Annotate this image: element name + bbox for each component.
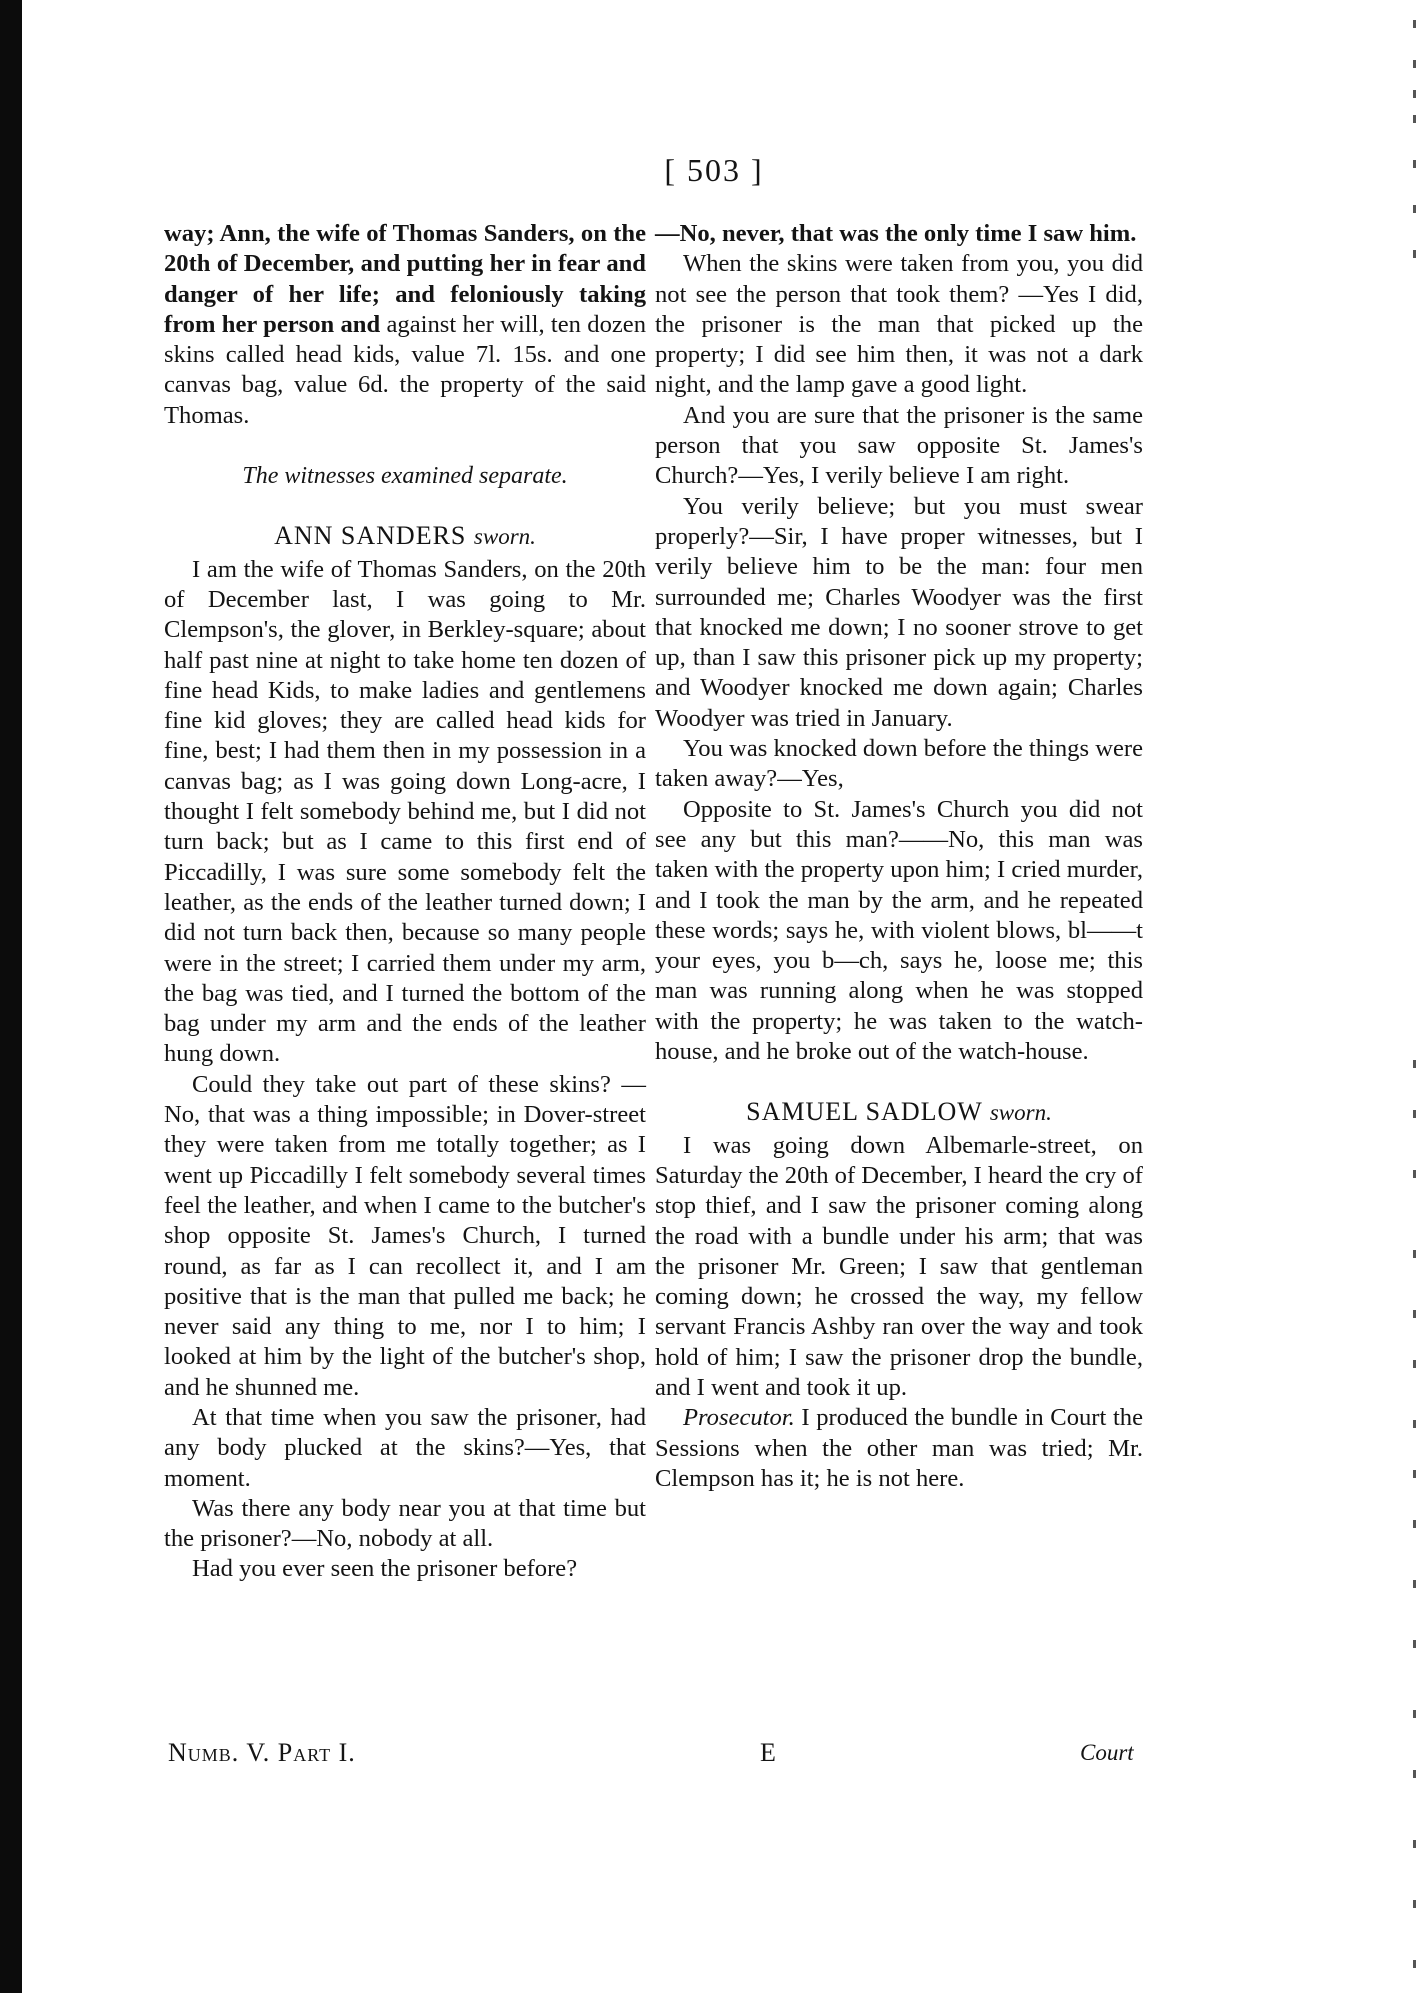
edge-speck	[1413, 1900, 1416, 1908]
edge-speck	[1413, 1840, 1416, 1848]
testimony-paragraph: Opposite to St. James's Church you did not see any but this man?——No, this man was taken with the property upon him; I cried murder, and I took the man by the arm, and he repeated these words; says he, with violent blows, bl——t your eyes, you b—ch, says he, loose me; this man was running along when he was stopped with the property; he was taken to the watch-house, and he broke out of the watch-house.	[655, 795, 1143, 1066]
edge-speck	[1413, 1110, 1416, 1118]
section-heading: The witnesses examined separate.	[242, 463, 568, 490]
testimony-paragraph: And you are sure that the prisoner is the same person that you saw opposite St. James's Church?—Yes, I verily believe I am right.	[655, 401, 1143, 490]
sworn-label: sworn.	[989, 1100, 1052, 1126]
left-column	[164, 219, 646, 1585]
page-edge-marks	[1402, 20, 1416, 1980]
page-number: [ 503 ]	[664, 152, 764, 188]
prosecutor-label: Prosecutor.	[683, 1404, 795, 1432]
edge-speck	[1413, 1420, 1416, 1428]
edge-speck	[1413, 1470, 1416, 1478]
testimony-continuation	[655, 219, 1143, 249]
sworn-label: sworn.	[473, 524, 536, 550]
witness-name: SAMUEL SADLOW	[746, 1097, 983, 1127]
testimony-paragraph: When the skins were taken from you, you did not see the person that took them? —Yes I did, the prisoner is the man that picked up the property; I did see him then, it was not a dark night, and the lamp gave a good light.	[655, 250, 1143, 399]
edge-speck	[1413, 90, 1416, 98]
edge-speck	[1413, 1580, 1416, 1588]
witness-heading-samuel-sadlow	[655, 1097, 1143, 1128]
testimony-paragraph: You was knocked down before the things were taken away?—Yes,	[655, 735, 1143, 793]
witness-heading-ann-sanders	[164, 521, 646, 552]
testimony-paragraph: I was going down Albemarle-street, on Saturday the 20th of December, I heard the cry of stop thief, and I saw the prisoner coming along the road with a bundle under his arm; that was the prisoner Mr. Green; I saw that gentleman coming down; he crossed the way, my fellow servant Francis Ashby ran over the way and took hold of him; I saw the prisoner drop the bundle, and I went and took it up.	[655, 1131, 1143, 1401]
edge-speck	[1413, 205, 1416, 213]
prosecutor-paragraph	[655, 1403, 1143, 1494]
edge-speck	[1413, 1170, 1416, 1178]
edge-speck	[1413, 1770, 1416, 1778]
indictment-bold-text: way; Ann, the wife of Thomas Sanders, on the 20th of December, and putting her in fear and danger of her life; and feloniously taking from her person and	[164, 220, 646, 338]
edge-speck	[1413, 1360, 1416, 1368]
testimony-paragraph: Could they take out part of these skins? —No, that was a thing impossible; in Dover-street they were taken from me totally together; as I went up Piccadilly I felt somebody several times feel the leather, and when I came to the butcher's shop opposite St. James's Church, I turned round, as far as I can recollect it, and I am positive that is the man that pulled me back; he never said any thing to me, nor I to him; I looked at him by the light of the butcher's shop, and he shunned me.	[164, 1070, 646, 1401]
edge-speck	[1413, 60, 1416, 68]
edge-speck	[1413, 20, 1416, 28]
testimony-paragraph: Was there any body near you at that time but the prisoner?—No, nobody at all.	[164, 1494, 646, 1553]
testimony-paragraph: You verily believe; but you must swear properly?—Sir, I have proper witnesses, but I verily believe him to be the man: four men surrounded me; Charles Woodyer was the first that knocked me down; I no sooner strove to get up, than I saw this prisoner pick up my property; and Woodyer knocked me down again; Charles Woodyer was tried in January.	[655, 492, 1143, 732]
testimony-paragraph: I am the wife of Thomas Sanders, on the 20th of December last, I was going to Mr. Clempson's, the glover, in Berkley-square; about half past nine at night to take home ten dozen of fine head Kids, to make ladies and gentlemens fine kid gloves; they are called head kids for fine, best; I had them then in my possession in a canvas bag; as I was going down Long-acre, I thought I felt somebody behind me, but I did not turn back; but as I came to this first end of Piccadilly, I was sure some somebody felt the leather, as the ends of the leather turned down; I did not turn back then, because so many people were in the street; I carried them under my arm, the bag was tied, and I turned the bottom of the bag under my arm and the ends of the leather hung down.	[164, 555, 646, 1068]
catchword: Court	[1080, 1740, 1134, 1765]
edge-speck	[1413, 1520, 1416, 1528]
testimony-paragraph: Had you ever seen the prisoner before?	[192, 1555, 578, 1583]
prosecutor-text: I produced the bundle in Court the Sessions when the other man was tried; Mr. Clempson has it; he is not here.	[655, 1404, 1143, 1492]
indictment-paragraph	[164, 219, 646, 431]
binding-shadow	[0, 0, 22, 1993]
right-column	[655, 219, 1143, 1494]
edge-speck	[1413, 250, 1416, 258]
edge-speck	[1413, 115, 1416, 123]
edge-speck	[1413, 1710, 1416, 1718]
witness-name: ANN SANDERS	[274, 521, 467, 551]
signature-mark: Numb. V. Part I.	[168, 1738, 356, 1767]
signature-letter: E	[760, 1738, 776, 1767]
edge-speck	[1413, 1310, 1416, 1318]
continuation-bold-text: —No, never, that was the only time I saw him.	[655, 220, 1137, 247]
testimony-paragraph: At that time when you saw the prisoner, had any body plucked at the skins?—Yes, that moment.	[164, 1403, 646, 1492]
edge-speck	[1413, 1060, 1416, 1068]
indictment-text: against her will, ten dozen skins called head kids, value 7l. 15s. and one canvas bag, value 6d. the property of the said Thomas.	[164, 310, 646, 429]
edge-speck	[1413, 1640, 1416, 1648]
edge-speck	[1413, 1250, 1416, 1258]
edge-speck	[1413, 1960, 1416, 1968]
